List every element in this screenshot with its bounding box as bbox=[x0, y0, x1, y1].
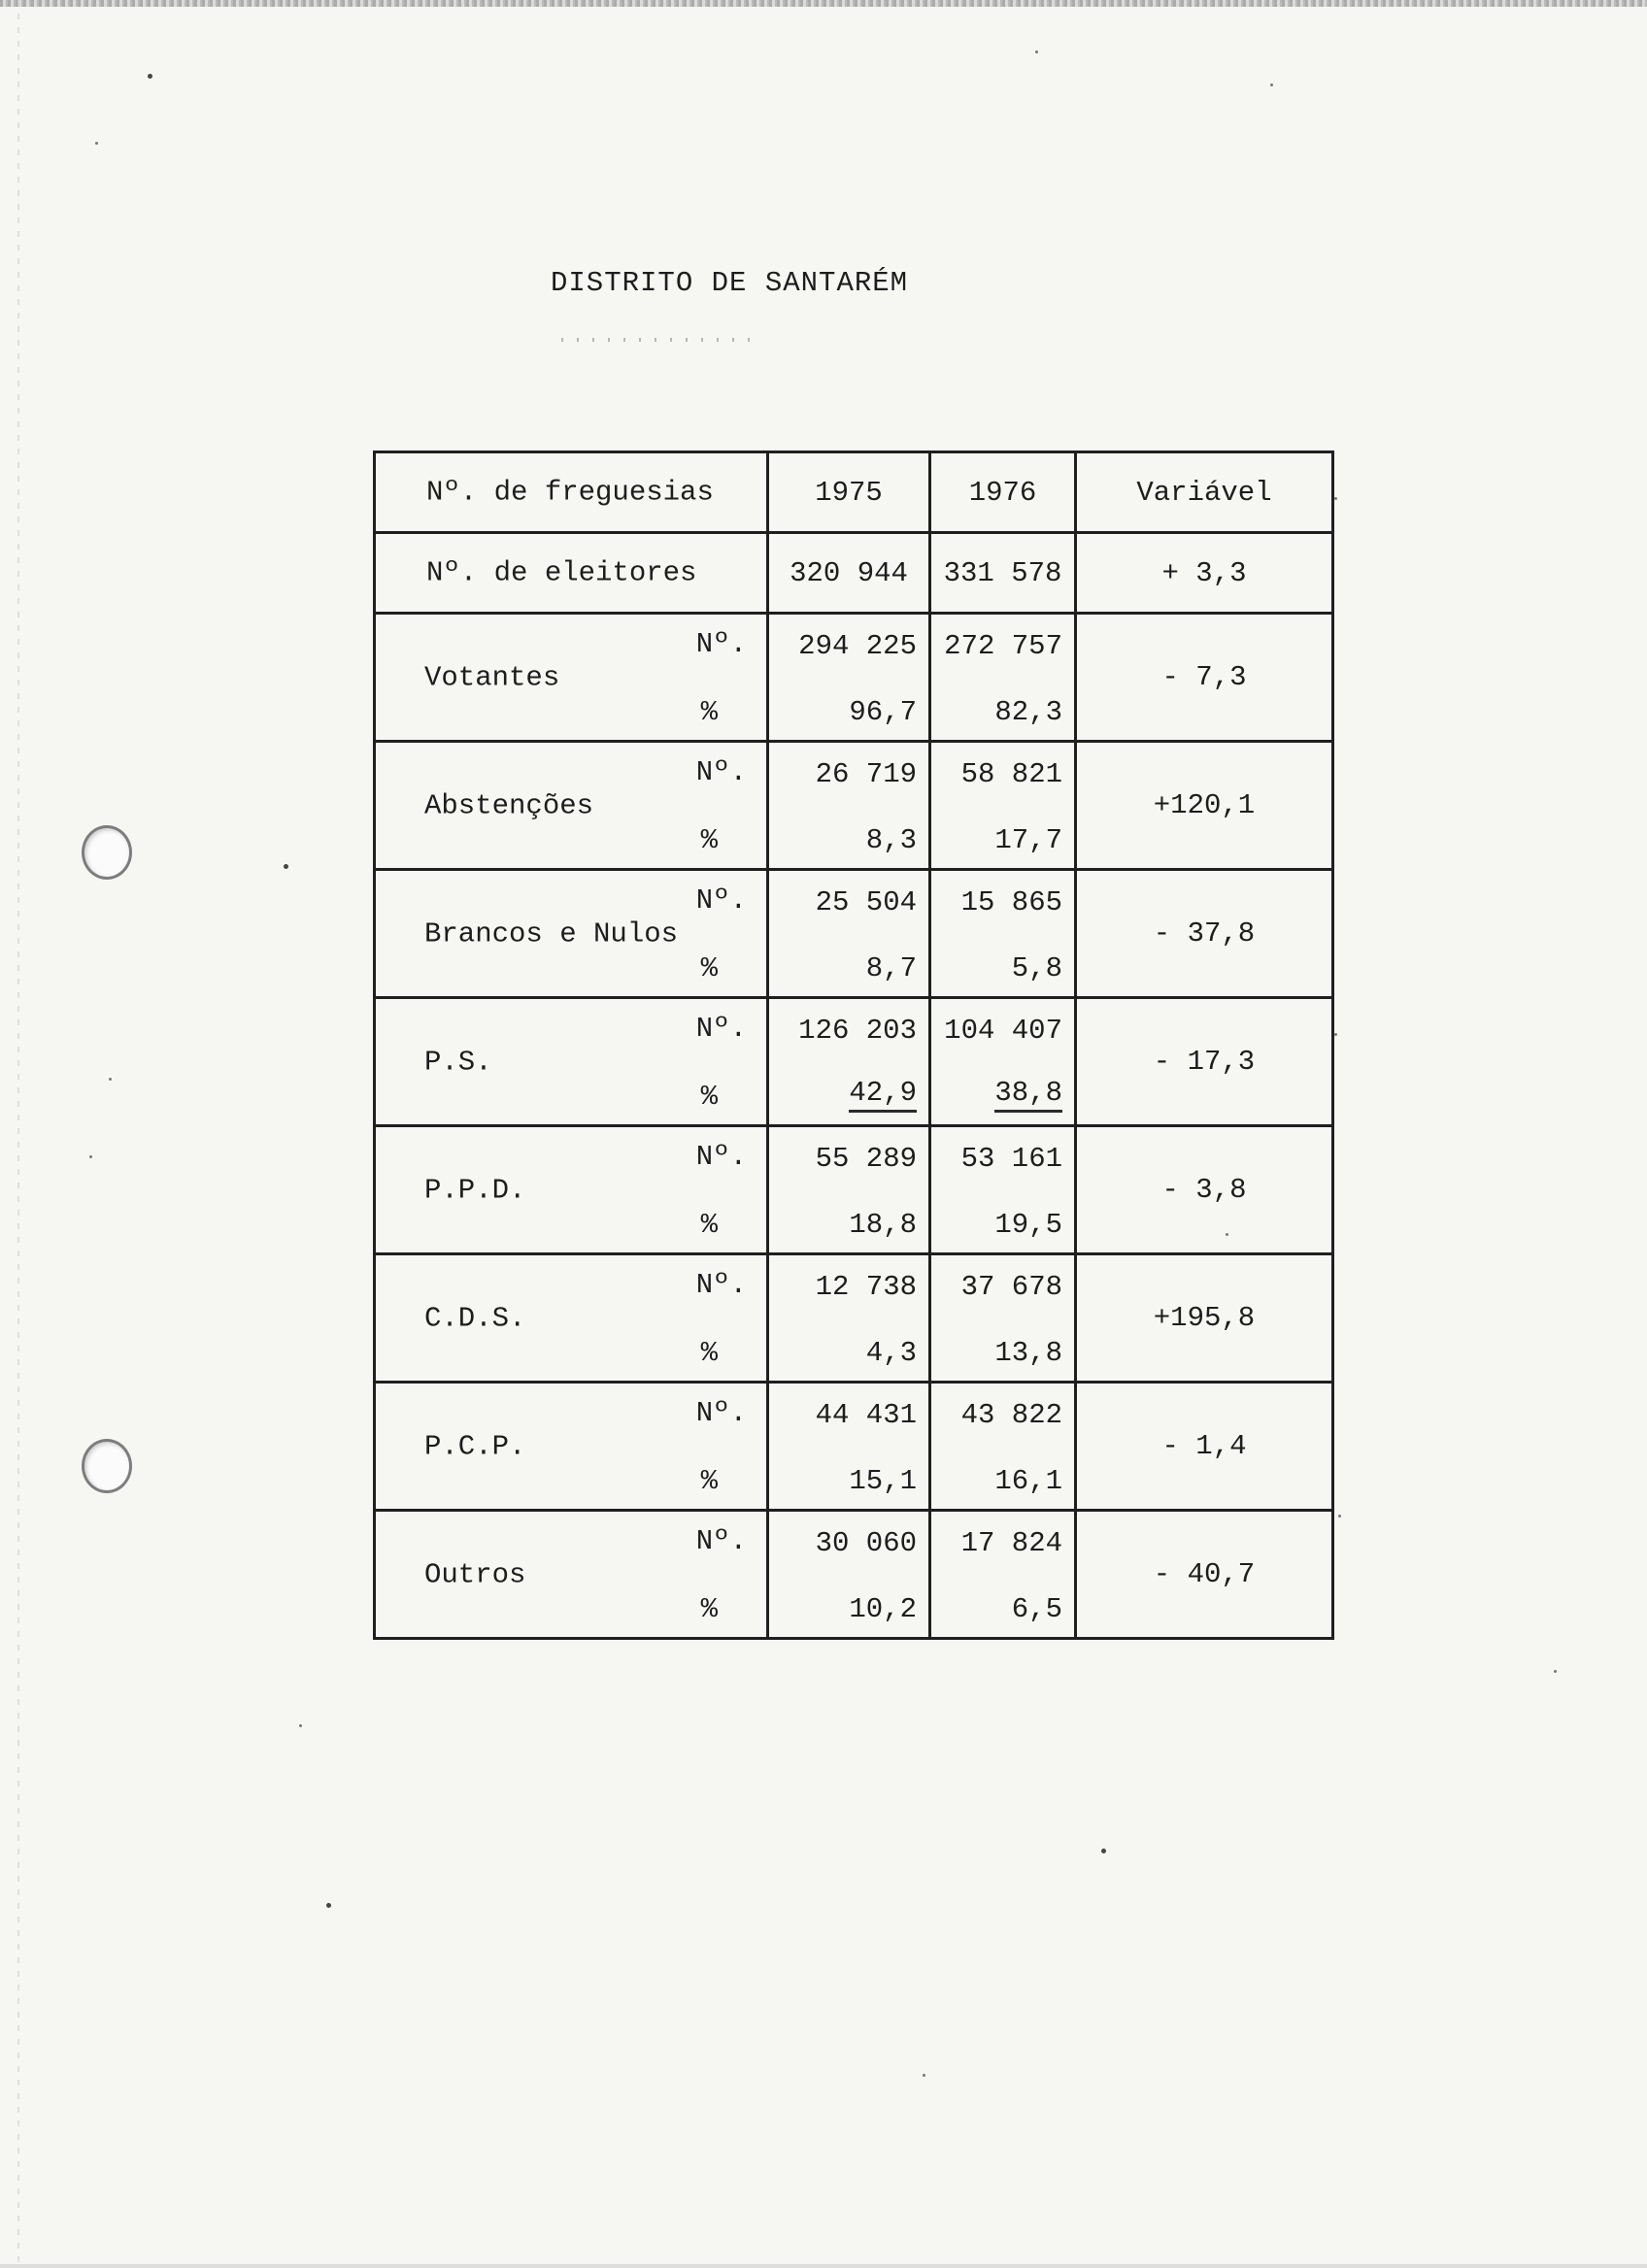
punch-hole-top bbox=[82, 825, 132, 880]
variation-value: +120,1 bbox=[1076, 742, 1333, 870]
count-1976: 15 865 bbox=[960, 886, 1062, 918]
paper-speck bbox=[326, 1903, 331, 1908]
page-title: DISTRITO DE SANTARÉM bbox=[551, 267, 909, 299]
row-label: C.D.S. bbox=[424, 1302, 526, 1334]
paper-speck bbox=[1270, 83, 1273, 86]
percent-1976-underlined: 38,8 bbox=[994, 1077, 1062, 1113]
paper-speck bbox=[1035, 50, 1038, 53]
results-table bbox=[373, 450, 1334, 1640]
variation-value: - 37,8 bbox=[1076, 870, 1333, 998]
variation-value: +195,8 bbox=[1076, 1254, 1333, 1383]
electors-1975: 320 944 bbox=[768, 533, 930, 614]
variation-value: - 3,8 bbox=[1076, 1126, 1333, 1254]
table-row bbox=[375, 1383, 1333, 1511]
variation-value: - 1,4 bbox=[1076, 1383, 1333, 1511]
percent-1976: 5,8 bbox=[1011, 952, 1062, 984]
paper-speck bbox=[1334, 497, 1337, 500]
table-row bbox=[375, 614, 1333, 742]
table-row bbox=[375, 742, 1333, 870]
percent-1975: 18,8 bbox=[849, 1209, 917, 1241]
percent-1975: 15,1 bbox=[849, 1465, 917, 1497]
unit-percent-label: % bbox=[700, 1209, 718, 1241]
count-1976: 43 822 bbox=[960, 1399, 1062, 1431]
table-row bbox=[375, 998, 1333, 1126]
row-label: Abstenções bbox=[424, 789, 594, 821]
percent-1976: 82,3 bbox=[994, 696, 1062, 728]
header-label-cell bbox=[375, 452, 768, 533]
paper-speck bbox=[95, 142, 98, 145]
unit-number-label: Nº. bbox=[695, 756, 747, 788]
unit-percent-label: % bbox=[700, 1081, 718, 1113]
count-1976: 104 407 bbox=[944, 1015, 1062, 1047]
count-1976: 53 161 bbox=[960, 1143, 1062, 1175]
count-1975: 55 289 bbox=[815, 1143, 917, 1175]
count-1975: 126 203 bbox=[798, 1015, 917, 1047]
variation-value: - 40,7 bbox=[1076, 1511, 1333, 1639]
unit-percent-label: % bbox=[700, 696, 718, 728]
unit-number-label: Nº. bbox=[695, 1525, 747, 1557]
count-1976: 17 824 bbox=[960, 1527, 1062, 1559]
unit-percent-label: % bbox=[700, 1337, 718, 1369]
percent-1975: 4,3 bbox=[865, 1337, 917, 1369]
row-label: P.S. bbox=[424, 1046, 492, 1078]
percent-1976: 16,1 bbox=[994, 1465, 1062, 1497]
paper-speck bbox=[89, 1155, 92, 1158]
paper-speck bbox=[923, 2074, 925, 2077]
unit-percent-label: % bbox=[700, 824, 718, 856]
electors-1976: 331 578 bbox=[930, 533, 1076, 614]
paper-left-edge bbox=[17, 0, 19, 2268]
paper-speck bbox=[148, 74, 152, 79]
count-1975: 26 719 bbox=[815, 758, 917, 790]
percent-1975: 8,3 bbox=[865, 824, 917, 856]
paper-speck bbox=[109, 1078, 112, 1081]
paper-speck bbox=[284, 864, 288, 869]
paper-top-edge bbox=[0, 0, 1647, 7]
table-header-row bbox=[375, 452, 1333, 533]
percent-1975: 8,7 bbox=[865, 952, 917, 984]
table-row bbox=[375, 1511, 1333, 1639]
unit-percent-label: % bbox=[700, 952, 718, 984]
count-1975: 30 060 bbox=[815, 1527, 917, 1559]
row-label: Outros bbox=[424, 1558, 526, 1590]
paper-speck bbox=[1334, 1033, 1337, 1036]
row-label: P.P.D. bbox=[424, 1174, 526, 1206]
unit-number-label: Nº. bbox=[695, 1397, 747, 1429]
header-variation: Variável bbox=[1076, 452, 1333, 533]
percent-1976: 6,5 bbox=[1011, 1593, 1062, 1625]
count-1976: 58 821 bbox=[960, 758, 1062, 790]
paper-bottom-edge bbox=[0, 2264, 1647, 2268]
percent-1975: 96,7 bbox=[849, 696, 917, 728]
paper-speck bbox=[1101, 1849, 1106, 1853]
count-1975: 294 225 bbox=[798, 630, 917, 662]
electors-variation: + 3,3 bbox=[1076, 533, 1333, 614]
unit-number-label: Nº. bbox=[695, 884, 747, 917]
paper-speck bbox=[299, 1724, 302, 1727]
title-dots bbox=[561, 338, 756, 342]
paper-speck bbox=[1554, 1670, 1557, 1673]
count-1975: 44 431 bbox=[815, 1399, 917, 1431]
row-label: Brancos e Nulos bbox=[424, 917, 679, 950]
count-1976: 37 678 bbox=[960, 1271, 1062, 1303]
unit-number-label: Nº. bbox=[695, 1269, 747, 1301]
unit-number-label: Nº. bbox=[695, 1013, 747, 1045]
header-year-1976: 1976 bbox=[930, 452, 1076, 533]
percent-1976: 17,7 bbox=[994, 824, 1062, 856]
percent-1975-underlined: 42,9 bbox=[849, 1077, 917, 1113]
header-year-1975: 1975 bbox=[768, 452, 930, 533]
electors-label: Nº. de eleitores bbox=[426, 556, 697, 589]
electors-label-cell bbox=[375, 533, 768, 614]
unit-number-label: Nº. bbox=[695, 1141, 747, 1173]
percent-1976: 13,8 bbox=[994, 1337, 1062, 1369]
row-label: Votantes bbox=[424, 661, 560, 693]
count-1975: 25 504 bbox=[815, 886, 917, 918]
variation-value: - 17,3 bbox=[1076, 998, 1333, 1126]
header-label: Nº. de freguesias bbox=[426, 476, 714, 509]
unit-percent-label: % bbox=[700, 1465, 718, 1497]
paper-speck bbox=[1338, 1515, 1341, 1518]
percent-1976: 19,5 bbox=[994, 1209, 1062, 1241]
row-label: P.C.P. bbox=[424, 1430, 526, 1462]
electors-row bbox=[375, 533, 1333, 614]
table-row bbox=[375, 1254, 1333, 1383]
percent-1975: 10,2 bbox=[849, 1593, 917, 1625]
unit-number-label: Nº. bbox=[695, 628, 747, 660]
table-row bbox=[375, 870, 1333, 998]
punch-hole-bottom bbox=[82, 1439, 132, 1493]
unit-percent-label: % bbox=[700, 1593, 718, 1625]
count-1975: 12 738 bbox=[815, 1271, 917, 1303]
table-row bbox=[375, 1126, 1333, 1254]
count-1976: 272 757 bbox=[944, 630, 1062, 662]
variation-value: - 7,3 bbox=[1076, 614, 1333, 742]
